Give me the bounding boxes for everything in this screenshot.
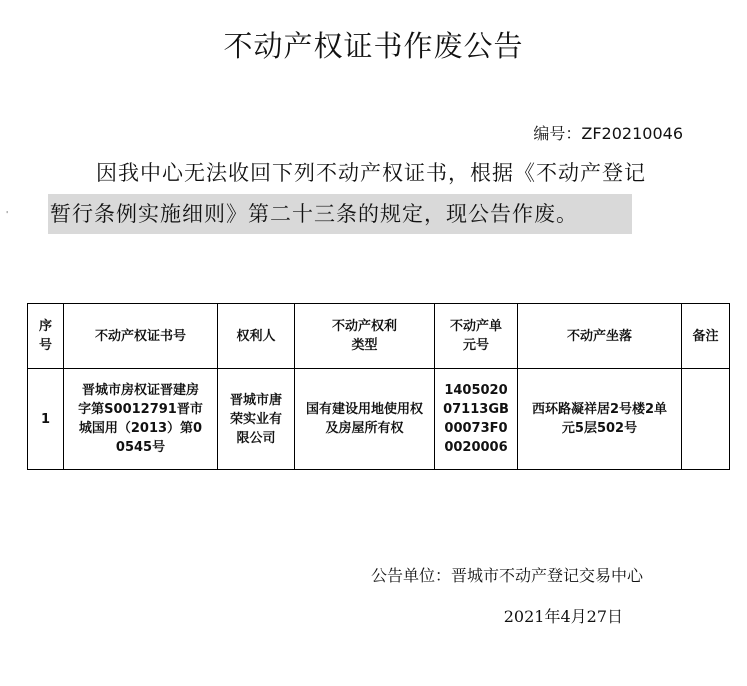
cell-remarks	[682, 369, 730, 470]
cell-right-type: 国有建设用地使用权及房屋所有权	[295, 369, 435, 470]
cell-owner: 晋城市唐荣实业有限公司	[218, 369, 295, 470]
header-seq: 序号	[28, 304, 64, 369]
header-unit-no: 不动产单元号	[435, 304, 518, 369]
margin-mark: '	[6, 210, 9, 219]
header-right-type: 不动产权利类型	[295, 304, 435, 369]
header-cert-no: 不动产权证书号	[64, 304, 218, 369]
page-title: 不动产权证书作废公告	[223, 29, 524, 63]
issuing-unit: 公告单位：晋城市不动产登记交易中心	[370, 566, 643, 585]
certificate-table	[27, 303, 730, 470]
document-number: 编号：ZF20210046	[533, 124, 683, 143]
cell-unit-no: 140502007113GB00073F00020006	[435, 369, 518, 470]
cell-cert-no: 晋城市房权证晋建房字第S0012791晋市城国用（2013）第00545号	[64, 369, 218, 470]
table-row	[28, 369, 730, 470]
header-owner: 权利人	[218, 304, 295, 369]
table-header-row	[28, 304, 730, 369]
issue-date: 2021年4月27日	[503, 607, 623, 626]
notice-paragraph-line-1: 因我中心无法收回下列不动产权证书，根据《不动产登记	[96, 161, 646, 185]
notice-paragraph-line-2-selected[interactable]: 暂行条例实施细则》第二十三条的规定，现公告作废。	[48, 194, 632, 234]
header-location: 不动产坐落	[518, 304, 682, 369]
header-remarks: 备注	[682, 304, 730, 369]
cell-location: 西环路凝祥居2号楼2单元5层502号	[518, 369, 682, 470]
cell-seq: 1	[28, 369, 64, 470]
